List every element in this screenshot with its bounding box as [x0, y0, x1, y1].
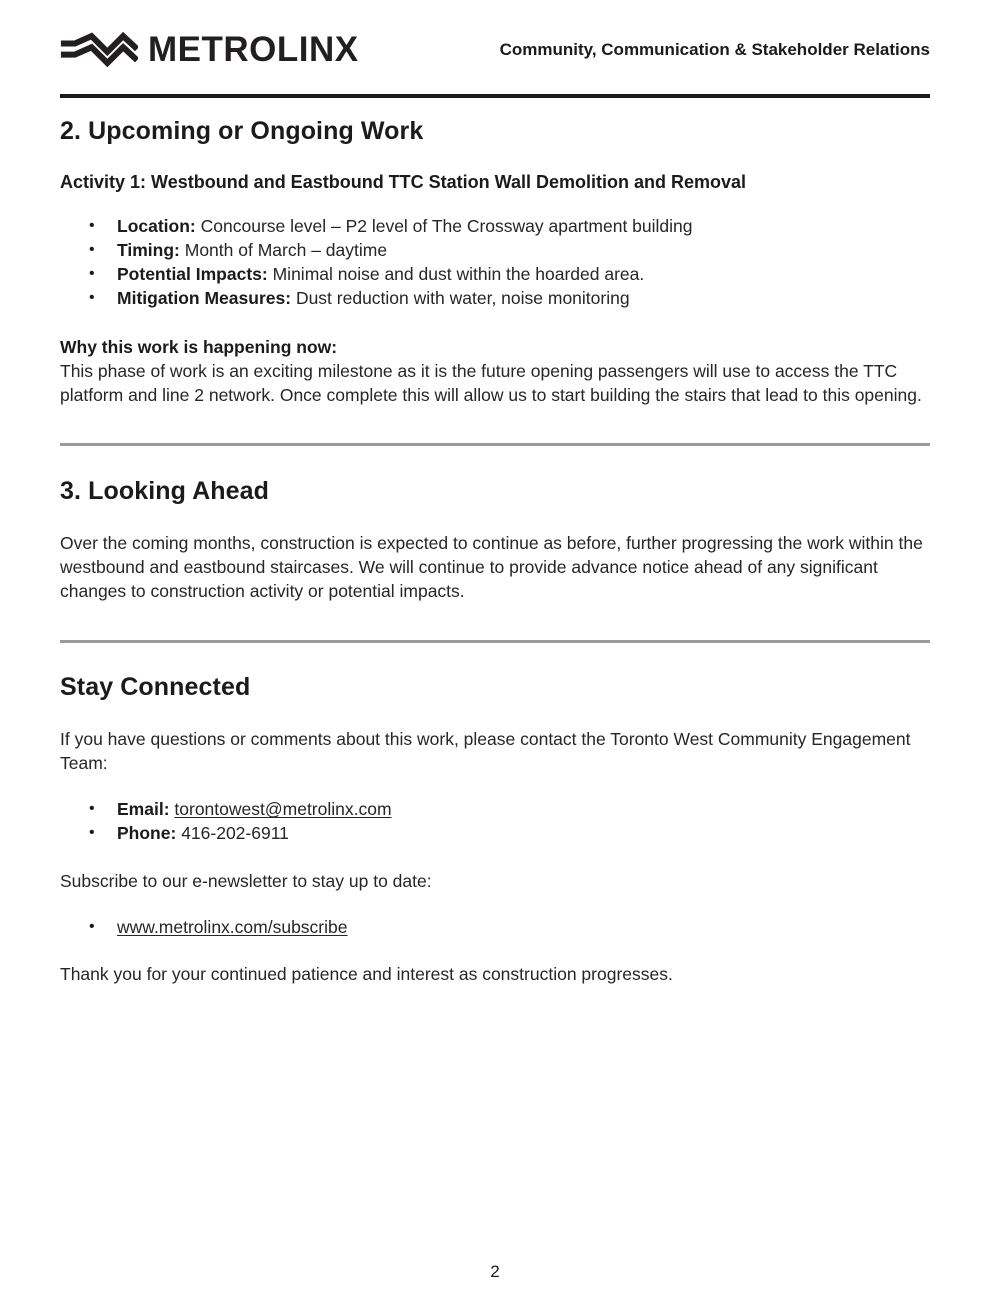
- section-divider: [60, 443, 930, 446]
- list-item-email: [117, 797, 930, 821]
- activity-1-heading: Activity 1: Westbound and Eastbound TTC Station Wall Demolition and Removal: [60, 172, 747, 192]
- mitigation-measures-value: Dust reduction with water, noise monitoring: [295, 288, 630, 308]
- timing-value: Month of March – daytime: [184, 240, 388, 260]
- stay-connected-intro: If you have questions or comments about this work, please contact the Toronto West Community Engagement Team:: [60, 729, 911, 773]
- activity-details-list: [60, 214, 930, 310]
- metrolinx-logo-icon: [60, 30, 138, 70]
- why-work-heading: Why this work is happening now:: [60, 337, 338, 357]
- why-work-paragraph: This phase of work is an exciting milestone as it is the future opening passengers will use to access the TTC platform and line 2 network. Once complete this will allow us to start building the stairs that lead to this opening.: [60, 361, 922, 405]
- why-work-block: [60, 335, 930, 407]
- timing-label: Timing:: [117, 240, 180, 260]
- subscribe-link-list: [60, 915, 930, 939]
- header-department-title: Community, Communication & Stakeholder Relations: [499, 40, 930, 59]
- list-item-phone: [117, 821, 930, 845]
- section-heading-stay-connected: Stay Connected: [60, 673, 251, 701]
- document-page: [0, 30, 990, 986]
- potential-impacts-label: Potential Impacts:: [117, 264, 268, 284]
- closing-text: Thank you for your continued patience and interest as construction progresses.: [60, 964, 673, 984]
- list-item-location: [117, 214, 930, 238]
- metrolinx-logo: [60, 30, 359, 70]
- section-divider: [60, 640, 930, 643]
- location-value: Concourse level – P2 level of The Crossway apartment building: [200, 216, 693, 236]
- header-divider: [60, 94, 930, 98]
- subscribe-link[interactable]: www.metrolinx.com/subscribe: [117, 917, 348, 937]
- list-item-potential-impacts: [117, 262, 930, 286]
- section-heading-looking-ahead: 3. Looking Ahead: [60, 477, 270, 505]
- mitigation-measures-label: Mitigation Measures:: [117, 288, 292, 308]
- subscribe-text: Subscribe to our e-newsletter to stay up to date:: [60, 871, 432, 891]
- potential-impacts-value: Minimal noise and dust within the hoarded area.: [272, 264, 645, 284]
- list-item-timing: [117, 238, 930, 262]
- contact-list: [60, 797, 930, 845]
- email-link[interactable]: torontowest@metrolinx.com: [174, 799, 392, 819]
- looking-ahead-paragraph: Over the coming months, construction is expected to continue as before, further progressing the work within the westbound and eastbound staircases. We will continue to provide advance notice ahead of any significant changes to construction activity or potential impacts.: [60, 533, 923, 601]
- page-number: 2: [490, 1262, 500, 1281]
- phone-label: Phone:: [117, 823, 177, 843]
- list-item-subscribe-link: [117, 915, 930, 939]
- email-label: Email:: [117, 799, 170, 819]
- list-item-mitigation-measures: [117, 286, 930, 310]
- section-heading-upcoming-work: 2. Upcoming or Ongoing Work: [60, 117, 424, 145]
- location-label: Location:: [117, 216, 196, 236]
- metrolinx-wordmark: METROLINX: [148, 30, 359, 69]
- page-header: [60, 30, 930, 70]
- phone-value: 416-202-6911: [181, 823, 289, 843]
